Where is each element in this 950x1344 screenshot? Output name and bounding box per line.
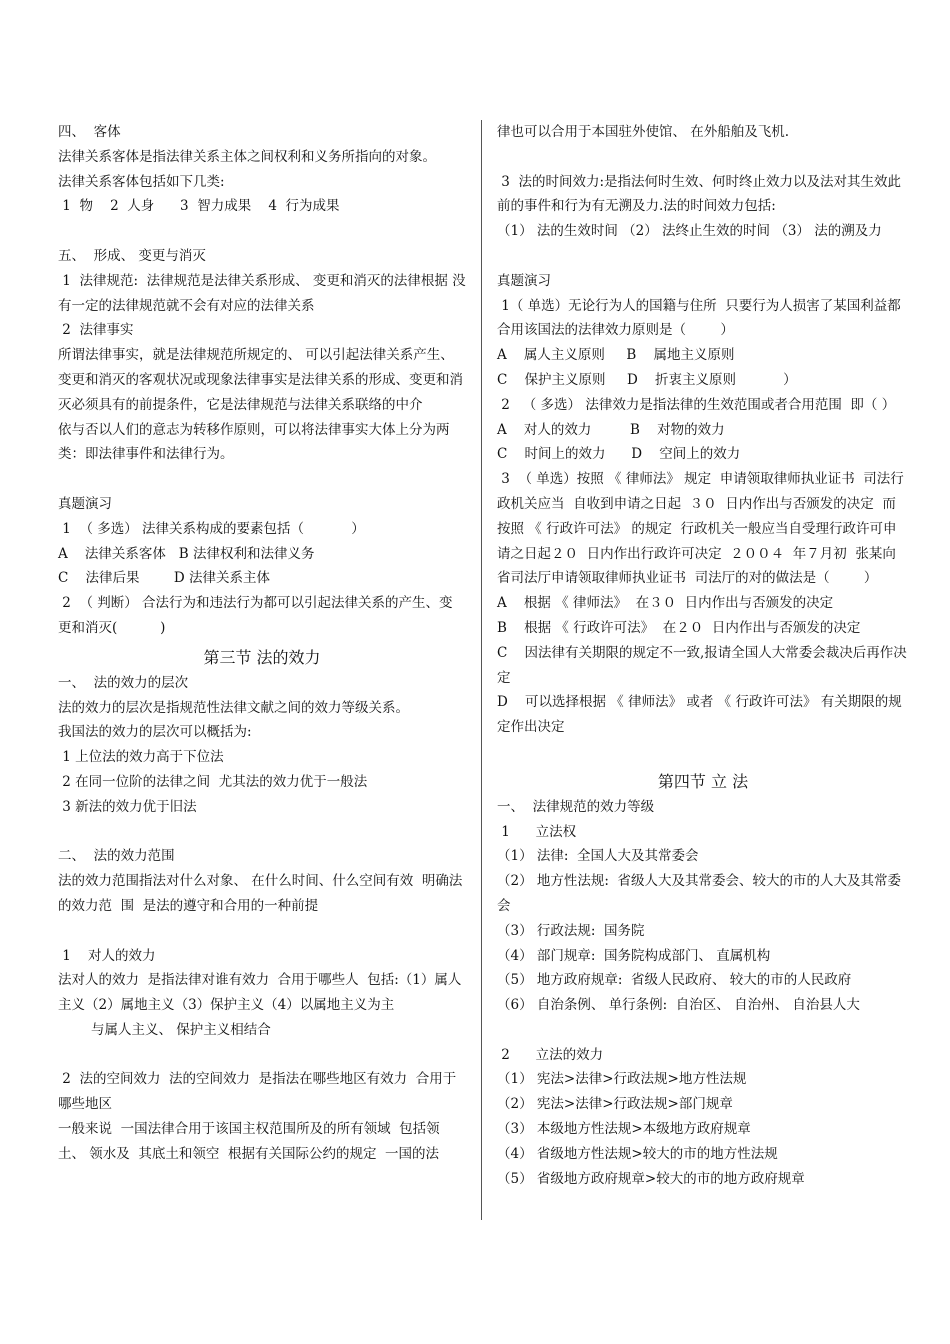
list-item: 2 在同一位阶的法律之间 尤其法的效力优于一般法 (58, 773, 368, 790)
list-item: 1 上位法的效力高于下位法 (58, 749, 224, 766)
list-item: （1） 法律: 全国人大及其常委会 (497, 848, 699, 865)
paragraph: 律也可以合用于本国驻外使馆、 在外船舶及飞机. (497, 124, 790, 140)
left-column (58, 120, 466, 1167)
list-item: 3 新法的效力优于旧法 (58, 798, 197, 815)
drill-heading: 真题演习 (58, 495, 112, 512)
list-item: （3） 行政法规: 国务院 (497, 922, 645, 939)
subheading-hierarchy: 一、 法律规范的效力等级 (497, 798, 655, 815)
paragraph: 2 法的空间效力 法的空间效力 是指法在哪些地区有效力 合用于哪些地区 (58, 1071, 457, 1113)
paragraph: 法的效力范围指法对什么对象、 在什么时间、什么空间有效 明确法的效力范 围 是法的遵守和合用的一种前提 (58, 873, 463, 914)
column-divider (481, 120, 482, 1220)
list-item: （4） 部门规章: 国务院构成部门、 直属机构 (497, 947, 771, 964)
subheading-scope: 二、 法的效力范围 (58, 848, 175, 865)
section-heading-object: 四、 客体 (58, 124, 121, 140)
list-item: （6） 自治条例、 单行条例: 自治区、 自治州、 自治县人大 (497, 997, 860, 1014)
paragraph: 法的效力的层次是指规范性法律文献之间的效力等级关系。 (58, 699, 409, 716)
question-options: C 时间上的效力 D 空间上的效力 (497, 446, 741, 463)
list-item: （1） 宪法>法律>行政法规>地方性法规 (497, 1071, 747, 1088)
section-title-effect-of-law: 第三节 法的效力 (203, 647, 321, 667)
question-options: C 保护主义原则 D 折衷主义原则 ） (497, 371, 797, 388)
question-options: C 法律后果 D 法律关系主体 (58, 570, 270, 587)
list-item: （5） 省级地方政府规章>较大的市的地方政府规章 (497, 1170, 805, 1187)
drill-heading: 真题演习 (497, 272, 551, 289)
section-title-legislation: 第四节 立 法 (657, 771, 749, 791)
paragraph: 依与否以人们的意志为转移作原则，可以将法律事实大体上分为两类：即法律事件和法律行为。 (58, 421, 450, 463)
section-heading-formation: 五、 形成、 变更与消灭 (58, 247, 206, 264)
paragraph: 法律关系客体是指法律关系主体之间权利和义务所指向的对象。 (58, 148, 436, 165)
subheading-effect-on-persons: 1 对人的效力 (58, 947, 156, 964)
subheading-legislative-power: 1 立法权 (497, 823, 577, 840)
question-options: A 法律关系客体 B 法律权利和法律义务 (58, 545, 315, 562)
object-types-list: 1 物 2 人身 3 智力成果 4 行为成果 (58, 198, 340, 215)
subheading-legislative-effect: 2 立法的效力 (497, 1046, 604, 1063)
paragraph: 法律关系客体包括如下几类: (58, 173, 225, 190)
question: 1（ 单选）无论行为人的国籍与住所 只要行为人损害了某国利益都合用该国法的法律效力原则是（ ） (497, 297, 901, 339)
list-item: （2） 地方性法规: 省级人大及其常委会、较大的市的人大及其常委会 (497, 873, 902, 914)
paragraph: 与属人主义、 保护主义相结合 (91, 1021, 271, 1038)
question-option: A 根据 《 律师法》 在３０ 日内作出与否颁发的决定 (497, 595, 834, 612)
paragraph: 3 法的时间效力:是指法何时生效、何时终止效力以及法对其生效此前的事件和行为有无溯及力.法的时间效力包括: (497, 173, 902, 215)
list-item: （5） 地方政府规章: 省级人民政府、 较大的市的人民政府 (497, 972, 852, 989)
paragraph: 所谓法律事实，就是法律规范所规定的、 可以引起法律关系产生、 变更和消灭的客观状况或现象法律事实是法律关系的形成、变更和消灭必须具有的前提条件，它是法律规范与法律关系联络的中介 (58, 347, 463, 413)
question: 2 （ 判断） 合法行为和违法行为都可以引起法律关系的产生、变更和消灭( ) (58, 595, 453, 636)
paragraph: （1） 法的生效时间 （2） 法终止生效的时间 （3） 法的溯及力 (497, 223, 882, 240)
paragraph: 我国法的效力的层次可以概括为: (58, 724, 252, 741)
question: 2 （ 多选） 法律效力是指法律的生效范围或者合用范围 即（ ） (497, 396, 896, 413)
subheading-levels: 一、 法的效力的层次 (58, 674, 189, 691)
question-option: C 因法律有关期限的规定不一致,报请全国人大常委会裁决后再作决定 (497, 644, 907, 686)
list-item: （2） 宪法>法律>行政法规>部门规章 (497, 1096, 733, 1113)
question-options: A 属人主义原则 B 属地主义原则 (497, 347, 735, 364)
question-option: D 可以选择根据 《 律师法》 或者 《 行政许可法》 有关期限的规定作出决定 (497, 694, 902, 736)
paragraph: 一般来说 一国法律合用于该国主权范围所及的所有领域 包括领土、 领水及 其底土和领空 根据有关国际公约的规定 一国的法 (58, 1121, 440, 1162)
paragraph: 法对人的效力 是指法律对谁有效力 合用于哪些人 包括:（1）属人主义（2）属地主义（3）保护主义（4）以属地主义为主 (58, 972, 462, 1014)
question: 3 （ 单选）按照 《 律师法》 规定 申请领取律师执业证书 司法行政机关应当 自收到申请之日起 ３０ 日内作出与否颁发的决定 而按照 《 行政许可法》 的规定 行政机关一般应当自受理行政许可申请之日起２０ 日内作出行政许可决定 ２００４ 年７月初 张某向省司法厅申请领取律师执业证书 司法厅的对的做法是（ ） (497, 471, 904, 587)
question-option: B 根据 《 行政许可法》 在２０ 日内作出与否颁发的决定 (497, 619, 861, 636)
paragraph: 1 法律规范: 法律规范是法律关系形成、 变更和消灭的法律根据 没有一定的法律规范就不会有对应的法律关系 (58, 272, 466, 314)
subheading-legal-facts: 2 法律事实 (58, 322, 134, 339)
right-column (497, 120, 909, 1191)
question: 1 （ 多选） 法律关系构成的要素包括（ ） (58, 520, 365, 537)
question-options: A 对人的效力 B 对物的效力 (497, 421, 725, 438)
list-item: （3） 本级地方性法规>本级地方政府规章 (497, 1121, 751, 1138)
list-item: （4） 省级地方性法规>较大的市的地方性法规 (497, 1145, 778, 1162)
